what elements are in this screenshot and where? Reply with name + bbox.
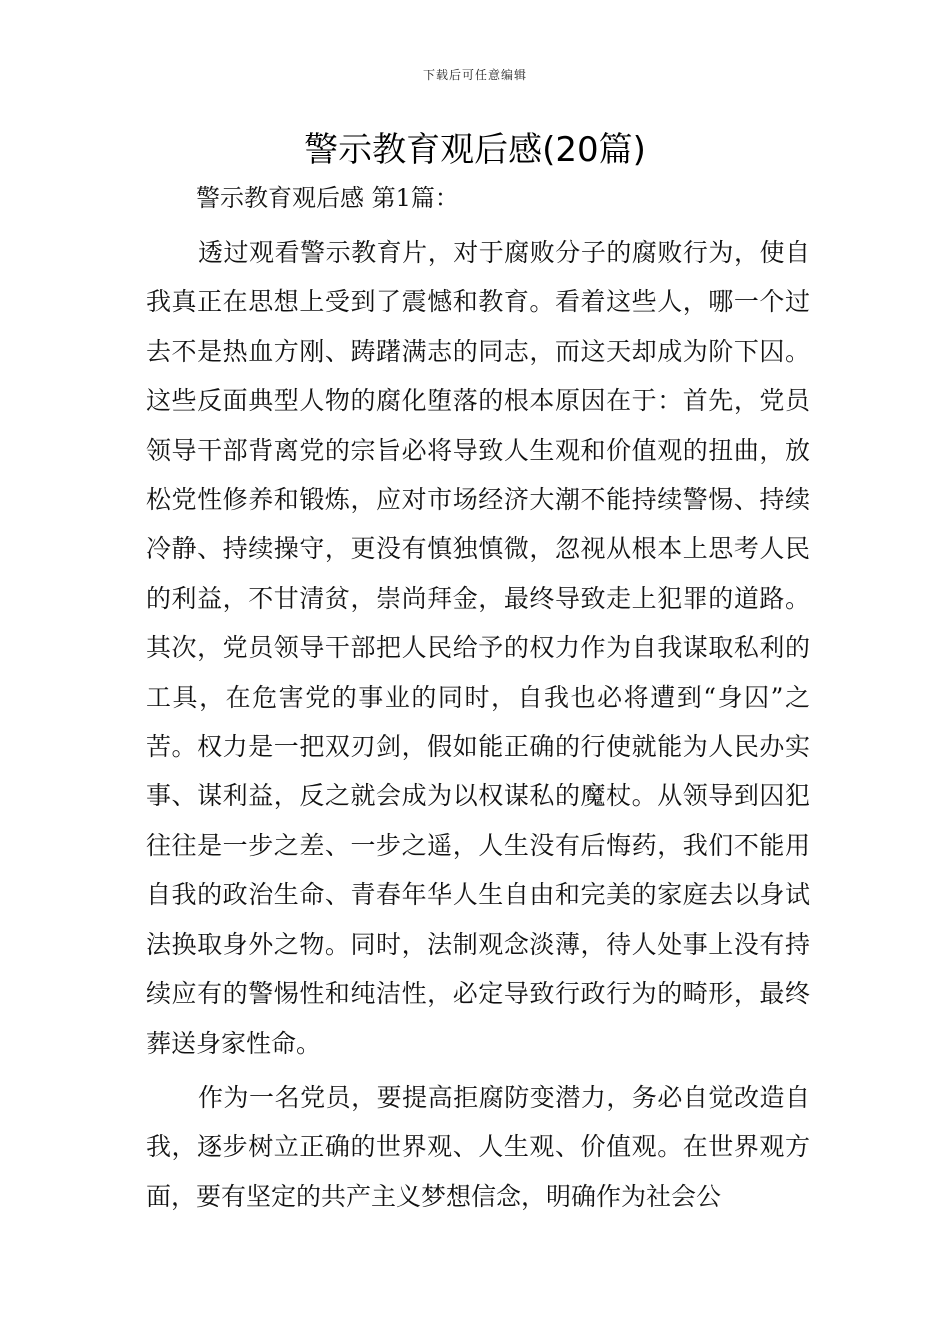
header-note: 下载后可任意编辑 bbox=[422, 68, 527, 82]
section-heading: 警示教育观后感 第1篇： bbox=[196, 184, 459, 212]
document-body bbox=[146, 228, 810, 1221]
paragraph-1: 透过观看警示教育片，对于腐败分子的腐败行为，使自我真正在思想上受到了震憾和教育。看着这些人，哪一个过去不是热血方刚、踌躇满志的同志，而这天却成为阶下囚。这些反面典型人物的腐化堕落的根本原因在于：首先，党员领导干部背离党的宗旨必将导致人生观和价值观的扭曲，放松党性修养和锻炼，应对市场经济大潮不能持续警惕、持续冷静、持续操守，更没有慎独慎微，忽视从根本上思考人民的利益，不甘清贫，崇尚拜金，最终导致走上犯罪的道路。其次，党员领导干部把人民给予的权力作为自我谋取私利的工具，在危害党的事业的同时，自我也必将遭到“身囚”之苦。权力是一把双刃剑，假如能正确的行使就能为人民办实事、谋利益，反之就会成为以权谋私的魔杖。从领导到囚犯往往是一步之差、一步之遥，人生没有后悔药，我们不能用自我的政治生命、青春年华人生自由和完美的家庭去以身试法换取身外之物。同时，法制观念淡薄，待人处事上没有持续应有的警惕性和纯洁性，必定导致行政行为的畸形，最终葬送身家性命。 bbox=[146, 238, 810, 1058]
paragraph-2: 作为一名党员，要提高拒腐防变潜力，务必自觉改造自我，逐步树立正确的世界观、人生观、价值观。在世界观方面，要有坚定的共产主义梦想信念，明确作为社会公 bbox=[146, 1082, 810, 1211]
document-title: 警示教育观后感(20篇) bbox=[304, 130, 646, 170]
